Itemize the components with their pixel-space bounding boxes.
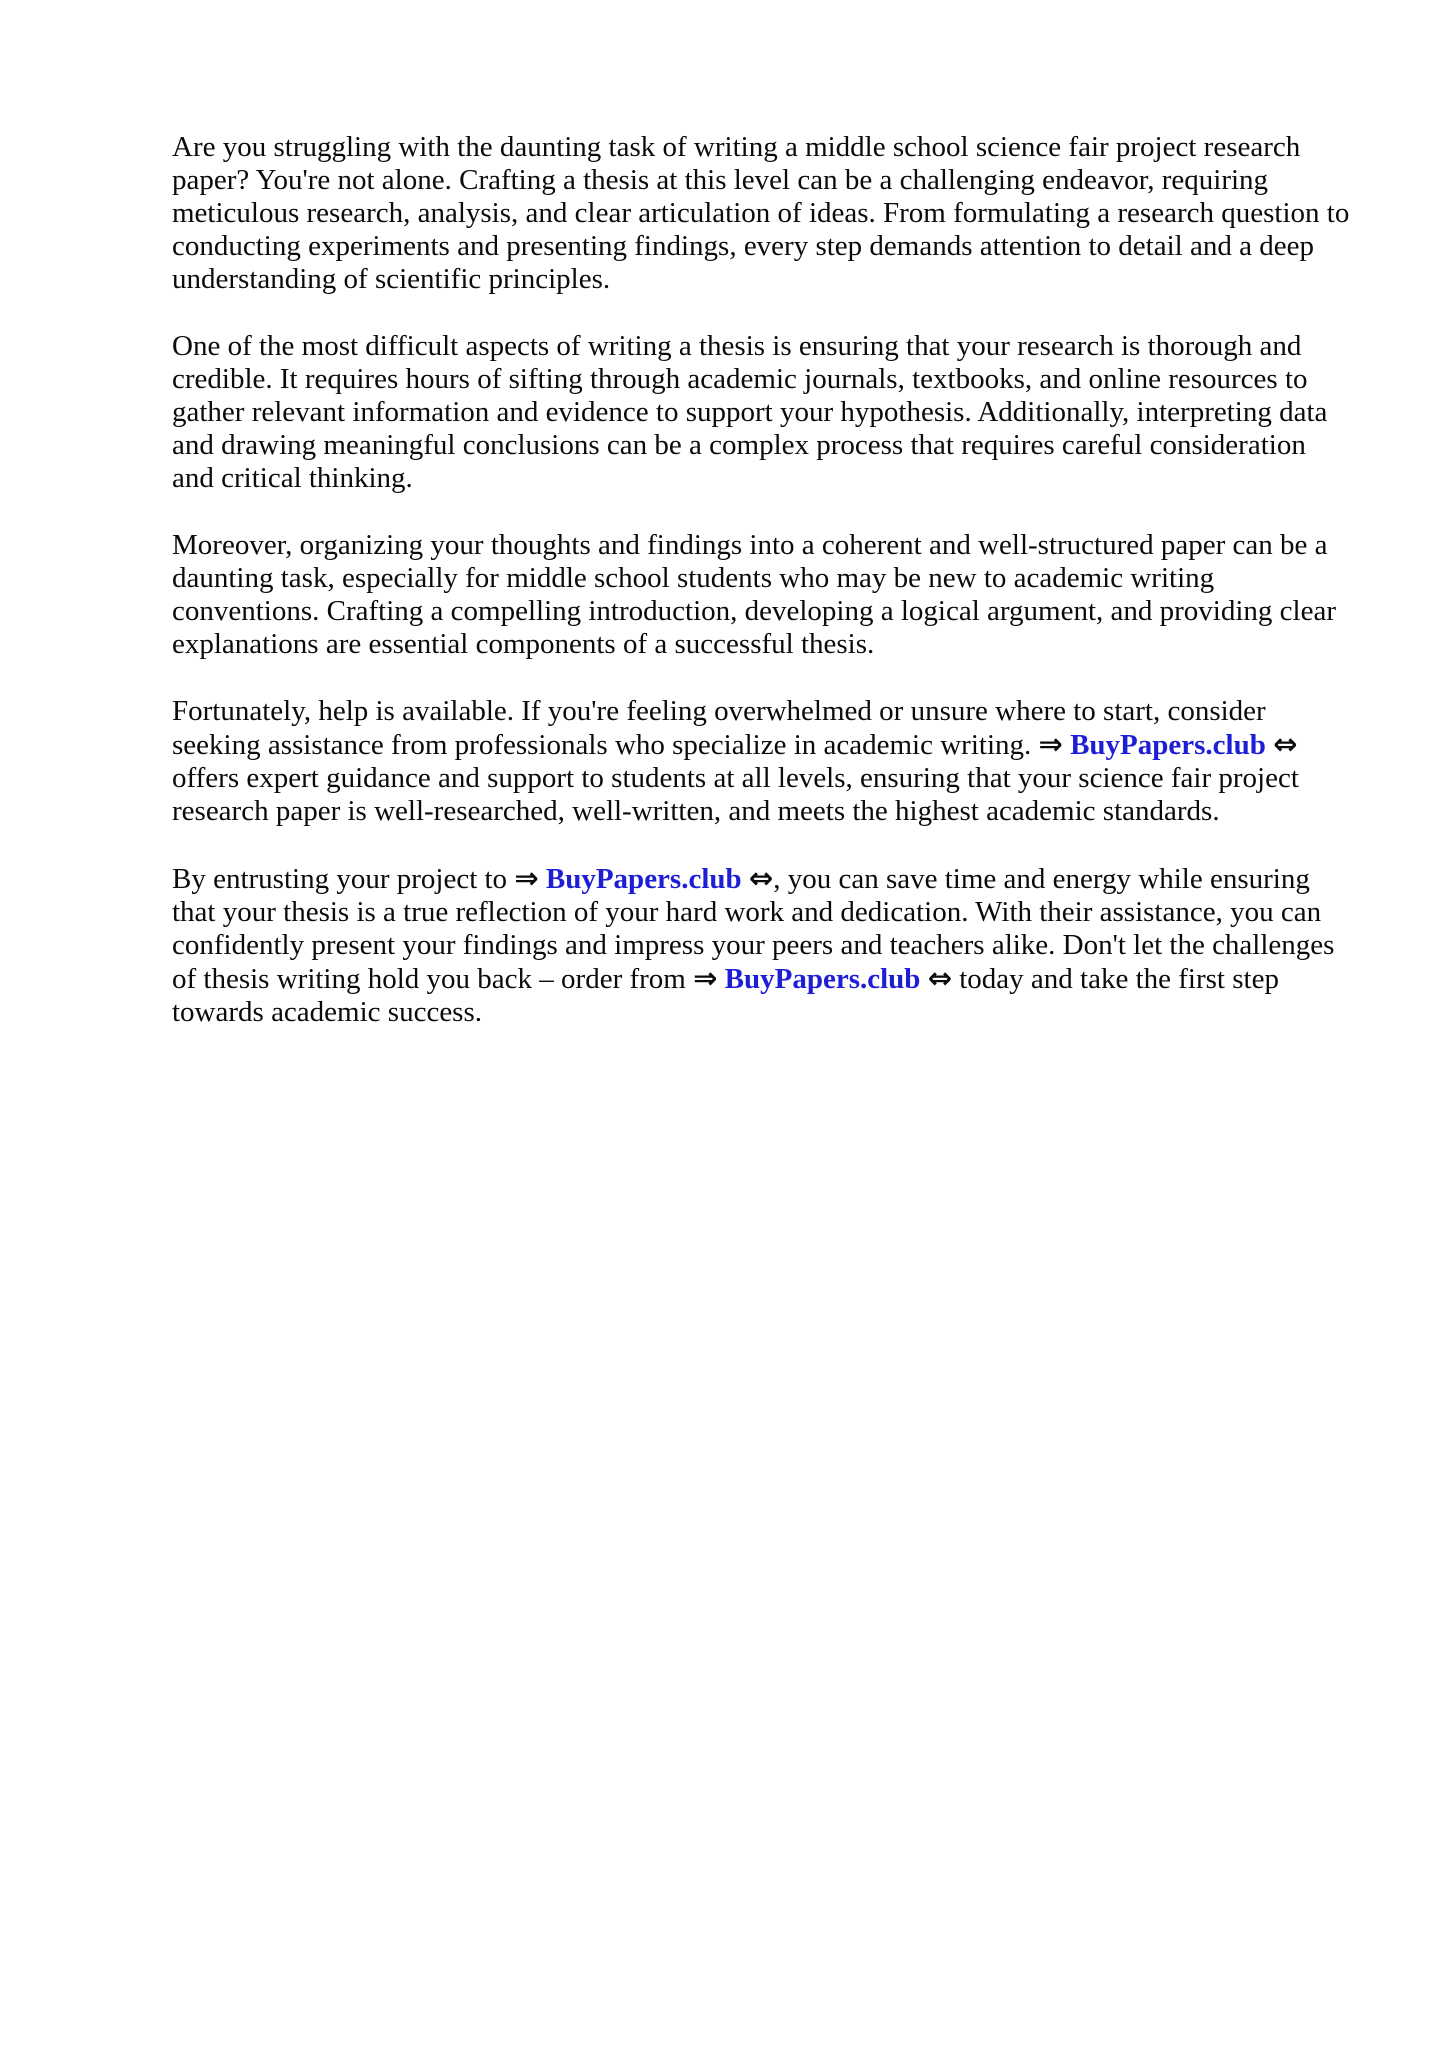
text-line <box>172 862 1387 896</box>
text-run: Fortunately, help is available. If you're feeling overwhelmed or unsure where to start, consider <box>172 695 1266 727</box>
text-run: and drawing meaningful conclusions can be a complex process that requires careful consideration <box>172 429 1306 461</box>
paragraph <box>172 695 1387 828</box>
text-run: offers expert guidance and support to students at all levels, ensuring that your science fair project <box>172 762 1299 794</box>
text-line <box>172 230 1387 263</box>
text-line <box>172 595 1387 628</box>
text-run <box>539 863 546 895</box>
text-line <box>172 962 1387 996</box>
buypapers-link[interactable]: BuyPapers.club <box>1070 729 1266 761</box>
text-run: conventions. Crafting a compelling introduction, developing a logical argument, and providing clear <box>172 595 1336 627</box>
text-run: gather relevant information and evidence to support your hypothesis. Additionally, interpreting data <box>172 396 1328 428</box>
text-line <box>172 929 1387 962</box>
double-left-right-arrow-icon: ⇔ <box>1273 727 1298 761</box>
text-run: Are you struggling with the daunting task of writing a middle school science fair project research <box>172 131 1301 163</box>
buypapers-link[interactable]: BuyPapers.club <box>545 863 742 895</box>
text-run <box>920 963 927 995</box>
double-left-right-arrow-icon: ⇔ <box>748 861 774 895</box>
text-line <box>172 197 1387 230</box>
text-run: of thesis writing hold you back – order from <box>172 963 694 995</box>
paragraph <box>172 131 1387 296</box>
text-line <box>172 795 1387 828</box>
paragraph <box>172 862 1387 1029</box>
text-line <box>172 363 1387 396</box>
text-run: By entrusting your project to <box>172 863 515 895</box>
text-line <box>172 462 1387 495</box>
text-run: research paper is well-researched, well-written, and meets the highest academic standards. <box>172 795 1220 827</box>
text-run <box>1063 729 1070 761</box>
text-line <box>172 429 1387 462</box>
text-line <box>172 263 1387 296</box>
buypapers-link[interactable]: BuyPapers.club <box>724 963 921 995</box>
text-run <box>742 863 749 895</box>
text-run: , you can save time and energy while ensuring <box>773 863 1310 895</box>
text-run: confidently present your findings and impress your peers and teachers alike. Don't let the challenges <box>172 929 1335 961</box>
text-line <box>172 529 1387 562</box>
text-run: understanding of scientific principles. <box>172 263 611 295</box>
text-run: One of the most difficult aspects of writing a thesis is ensuring that your research is thorough and <box>172 330 1302 362</box>
text-line <box>172 695 1387 728</box>
double-right-arrow-icon: ⇒ <box>1038 727 1063 761</box>
text-line <box>172 330 1387 363</box>
text-line <box>172 628 1387 661</box>
text-run: explanations are essential components of a successful thesis. <box>172 628 875 660</box>
text-line <box>172 562 1387 595</box>
text-run: credible. It requires hours of sifting through academic journals, textbooks, and online resources to <box>172 363 1308 395</box>
text-run: meticulous research, analysis, and clear articulation of ideas. From formulating a research question to <box>172 197 1350 229</box>
text-line <box>172 396 1387 429</box>
text-run <box>717 963 724 995</box>
text-line <box>172 996 1387 1029</box>
double-right-arrow-icon: ⇒ <box>514 861 539 895</box>
text-line <box>172 762 1387 795</box>
paragraph <box>172 330 1387 495</box>
text-run: towards academic success. <box>172 996 483 1028</box>
text-run: daunting task, especially for middle school students who may be new to academic writing <box>172 562 1215 594</box>
text-line <box>172 164 1387 197</box>
text-run: conducting experiments and presenting findings, every step demands attention to detail and a deep <box>172 230 1314 262</box>
text-run: seeking assistance from professionals who specialize in academic writing. <box>172 729 1039 761</box>
text-run: paper? You're not alone. Crafting a thesis at this level can be a challenging endeavor, requiring <box>172 164 1269 196</box>
text-run: today and take the first step <box>952 963 1279 995</box>
text-line <box>172 728 1387 762</box>
document-body <box>172 131 1387 1063</box>
text-run: that your thesis is a true reflection of your hard work and dedication. With their assistance, you can <box>172 896 1322 928</box>
double-left-right-arrow-icon: ⇔ <box>927 961 952 995</box>
text-line <box>172 896 1387 929</box>
text-run: Moreover, organizing your thoughts and findings into a coherent and well-structured paper can be a <box>172 529 1328 561</box>
paragraph <box>172 529 1387 661</box>
text-line <box>172 131 1387 164</box>
double-right-arrow-icon: ⇒ <box>693 961 718 995</box>
text-run: and critical thinking. <box>172 462 413 494</box>
